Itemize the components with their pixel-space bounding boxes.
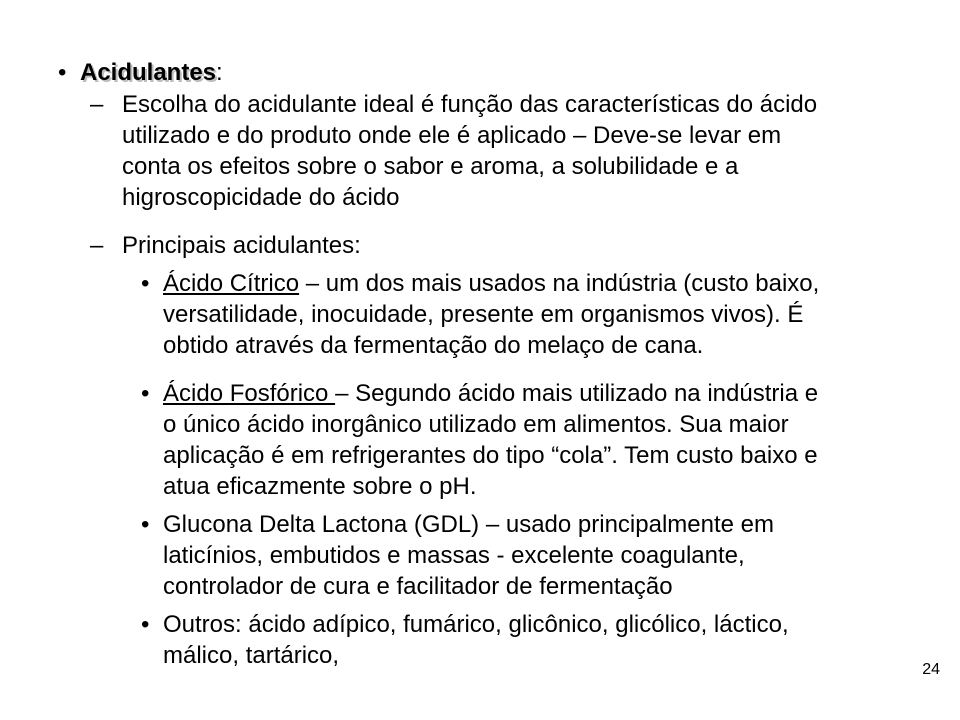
term-underlined: Ácido Fosfórico	[163, 380, 336, 407]
heading-line	[58, 56, 223, 90]
text-line	[163, 378, 903, 409]
text-line: Glucona Delta Lactona (GDL) – usado principalmente em	[163, 511, 774, 538]
point-text	[163, 609, 903, 671]
text-line: higroscopicidade do ácido	[122, 184, 400, 211]
point-text	[163, 509, 903, 602]
text-line: o único ácido inorgânico utilizado em alimentos. Sua maior	[163, 411, 789, 438]
text-line: utilizado e do produto onde ele é aplicado – Deve-se levar em	[122, 122, 782, 149]
point-text	[163, 268, 903, 361]
text-line: málico, tartárico,	[163, 642, 340, 669]
text-line: aplicação é em refrigerantes do tipo “cola”. Tem custo baixo e	[163, 442, 818, 469]
bullet: •	[141, 511, 150, 538]
text-line: Principais acidulantes:	[122, 232, 361, 259]
slide-heading: Acidulantes	[80, 59, 217, 86]
text-line: laticínios, embutidos e massas - excelente coagulante,	[163, 542, 745, 569]
bullet: •	[141, 270, 150, 297]
page-number: 24	[922, 661, 940, 678]
text-line: controlador de cura e facilitador de fermentação	[163, 573, 673, 600]
text-line: atua eficazmente sobre o pH.	[163, 473, 477, 500]
text-line: conta os efeitos sobre o sabor e aroma, a solubilidade e a	[122, 153, 739, 180]
heading-suffix: :	[216, 59, 223, 86]
bullet: •	[141, 611, 150, 638]
bullet: •	[58, 59, 67, 86]
bullet: •	[141, 380, 150, 407]
text-line: Escolha do acidulante ideal é função das características do ácido	[122, 91, 818, 118]
text-line	[163, 268, 903, 299]
point-text	[163, 378, 903, 502]
term-underlined: Ácido Cítrico	[163, 270, 300, 297]
text-line: obtido através da fermentação do melaço de cana.	[163, 332, 704, 359]
dash-bullet: –	[90, 232, 104, 259]
subitem-text	[122, 89, 922, 213]
text-line: Outros: ácido adípico, fumárico, glicônico, glicólico, láctico,	[163, 611, 789, 638]
text-line: versatilidade, inocuidade, presente em organismos vivos). É	[163, 301, 804, 328]
dash-bullet: –	[90, 91, 104, 118]
text-fragment: – um dos mais usados na indústria (custo baixo,	[299, 270, 820, 297]
subitem-text	[122, 230, 922, 261]
text-fragment: – Segundo ácido mais utilizado na indústria e	[335, 380, 819, 407]
